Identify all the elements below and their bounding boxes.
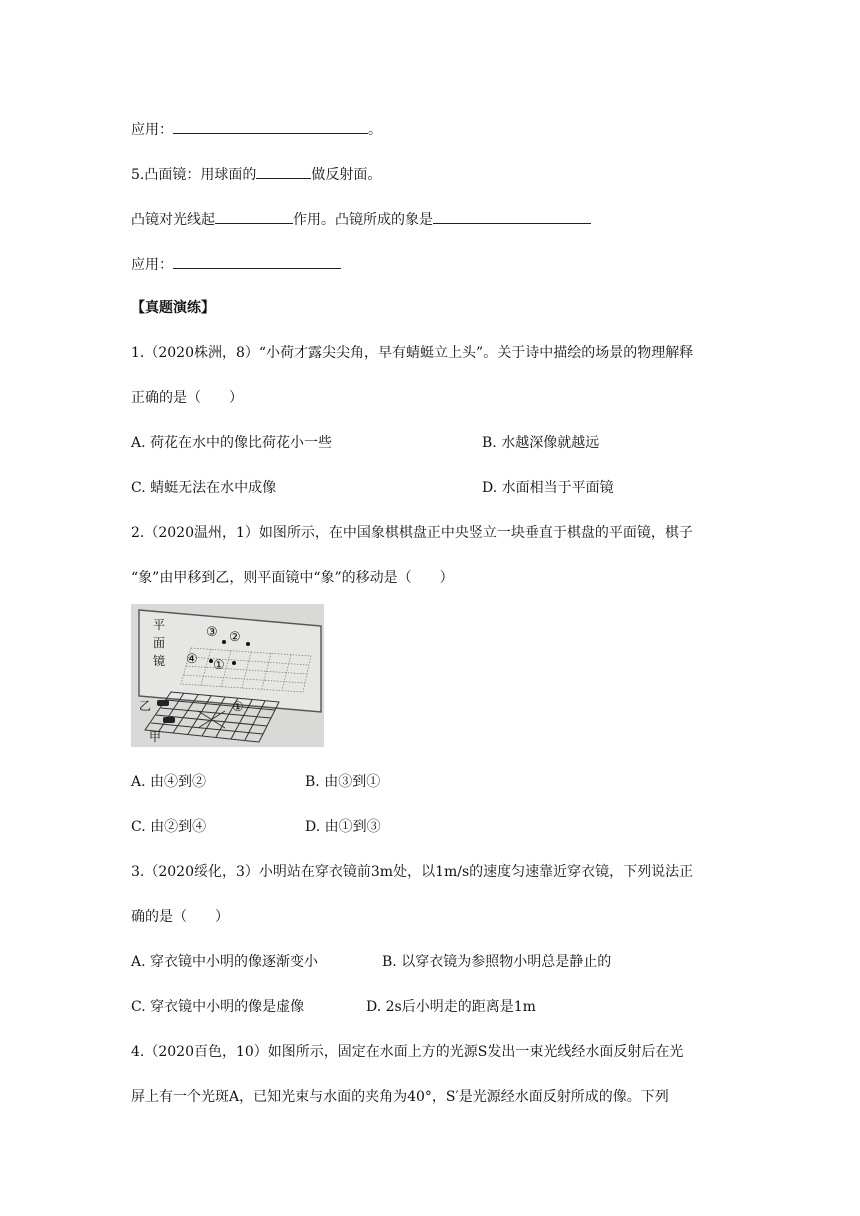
item5-text-a: 5.凸面镜：用球面的: [131, 167, 257, 183]
marker-2: ②: [229, 630, 241, 645]
q3-stem-1: 3.（2020绥化，3）小明站在穿衣镜前3m处，以1m/s的速度匀速靠近穿衣镜，下列说法正: [131, 864, 694, 880]
marker-1: ①: [213, 658, 225, 673]
item5-text-c: 凸镜对光线起: [131, 212, 215, 228]
q4-stem-1: 4.（2020百色，10）如图所示，固定在水面上方的光源S发出一束光线经水面反射后在光: [131, 1044, 684, 1060]
q3-option-a[interactable]: A. 穿衣镜中小明的像逐渐变小: [131, 954, 319, 970]
q4-stem-2: 屏上有一个光斑A，已知光束与水面的夹角为40°，S′是光源经水面反射所成的像。下列: [131, 1089, 669, 1105]
section-heading: 【真题演练】: [131, 300, 215, 316]
marker-1: ①: [232, 700, 244, 715]
application-label: 应用：: [131, 122, 173, 138]
q1-option-c[interactable]: C. 蜻蜓无法在水中成像: [131, 480, 277, 496]
item5-text-b: 做反射面。: [311, 167, 382, 183]
fill-blank[interactable]: [433, 209, 591, 224]
q2-option-b[interactable]: B. 由③到①: [305, 774, 381, 790]
marker-3: ③: [206, 625, 218, 640]
q1-option-a[interactable]: A. 荷花在水中的像比荷花小一些: [131, 435, 333, 451]
item5-line3: [131, 254, 341, 274]
position-yi-label: 乙: [139, 699, 152, 713]
chessboard-mirror-figure: [131, 604, 324, 747]
q2-stem-1: 2.（2020温州，1）如图所示，在中国象棋棋盘正中央竖立一块垂直于棋盘的平面镜，棋子: [131, 525, 693, 541]
fill-blank[interactable]: [256, 164, 311, 179]
period: 。: [368, 122, 382, 138]
mirror-label-3: 镜: [153, 654, 166, 668]
item5-line2: [131, 209, 591, 229]
q2-stem-2: “象”由甲移到乙，则平面镜中“象”的移动是（ ）: [131, 570, 454, 586]
q3-option-b[interactable]: B. 以穿衣镜为参照物小明总是静止的: [382, 954, 612, 970]
q3-option-c[interactable]: C. 穿衣镜中小明的像是虚像: [131, 999, 305, 1015]
q2-option-a[interactable]: A. 由④到②: [131, 774, 207, 790]
q1-stem-1: 1.（2020株洲，8）“小荷才露尖尖角，早有蜻蜓立上头”。关于诗中描绘的场景的物理解释: [131, 345, 694, 361]
fill-blank[interactable]: [173, 254, 341, 269]
q2-option-c[interactable]: C. 由②到④: [131, 819, 207, 835]
item5-line1: [131, 164, 381, 184]
position-jia-label: 甲: [149, 730, 162, 744]
fill-blank[interactable]: [173, 119, 368, 134]
application-label: 应用：: [131, 257, 173, 273]
q1-stem-2: 正确的是（ ）: [131, 390, 243, 406]
mirror-label-2: 面: [153, 636, 166, 650]
mirror-label-1: 平: [153, 618, 166, 632]
q3-option-d[interactable]: D. 2s后小明走的距离是1m: [366, 999, 536, 1015]
fill-blank[interactable]: [215, 209, 293, 224]
item5-text-d: 作用。凸镜所成的象是: [293, 212, 433, 228]
q3-stem-2: 确的是（ ）: [131, 909, 229, 925]
q1-option-d[interactable]: D. 水面相当于平面镜: [482, 480, 614, 496]
q1-option-b[interactable]: B. 水越深像就越远: [482, 435, 600, 451]
q2-option-d[interactable]: D. 由①到③: [305, 819, 381, 835]
marker-4: ④: [186, 652, 198, 667]
application-line: [131, 119, 382, 139]
